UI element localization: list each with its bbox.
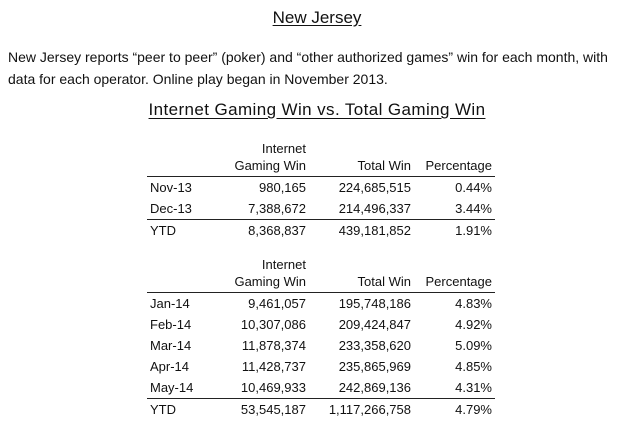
internet-win-cell: 53,545,187 <box>226 399 309 421</box>
total-win-cell: 439,181,852 <box>309 220 414 242</box>
total-win-cell: 224,685,515 <box>338 180 411 195</box>
table-row <box>147 356 495 377</box>
percentage-cell: 4.92% <box>455 317 492 332</box>
table-row <box>147 177 495 199</box>
percentage-cell: 5.09% <box>455 338 492 353</box>
table-row <box>147 314 495 335</box>
page-title: New Jersey <box>272 8 362 27</box>
header-internet-line1: Internet <box>261 141 306 156</box>
header-total-win: Total Win <box>309 140 414 177</box>
percentage-cell: 1.91% <box>414 220 495 242</box>
row-label: Nov-13 <box>150 180 192 195</box>
header-percentage: Percentage <box>414 256 495 293</box>
percentage-cell: 4.79% <box>414 399 495 421</box>
row-label: Mar-14 <box>150 338 192 353</box>
table-row <box>147 377 495 399</box>
section-title: Internet Gaming Win vs. Total Gaming Win <box>148 100 486 119</box>
total-win-cell: 209,424,847 <box>338 317 411 332</box>
row-label: YTD <box>147 220 226 242</box>
total-win-cell: 195,748,186 <box>338 296 411 311</box>
intro-paragraph: New Jersey reports “peer to peer” (poker) and “other authorized games” win for each month, with data for each operator. Online play began in November 2013. <box>8 49 608 87</box>
ytd-row <box>147 399 495 421</box>
percentage-cell: 4.83% <box>455 296 492 311</box>
table-row <box>147 335 495 356</box>
gaming-win-table-2014 <box>147 256 495 420</box>
table-row <box>147 198 495 220</box>
internet-win-cell: 9,461,057 <box>248 296 306 311</box>
gaming-win-table-2013 <box>147 140 495 241</box>
percentage-cell: 4.85% <box>455 359 492 374</box>
row-label: May-14 <box>150 380 194 395</box>
total-win-cell: 214,496,337 <box>338 201 411 216</box>
total-win-cell: 233,358,620 <box>338 338 411 353</box>
internet-win-cell: 11,878,374 <box>241 338 306 353</box>
table-header-row <box>147 140 495 177</box>
row-label: YTD <box>147 399 226 421</box>
percentage-cell: 4.31% <box>455 380 492 395</box>
row-label: Feb-14 <box>150 317 192 332</box>
header-blank <box>147 256 226 293</box>
total-win-cell: 242,869,136 <box>338 380 411 395</box>
percentage-cell: 0.44% <box>455 180 492 195</box>
header-internet-gaming-win <box>226 140 309 177</box>
ytd-row <box>147 220 495 242</box>
row-label: Apr-14 <box>150 359 190 374</box>
header-internet-gaming-win <box>226 256 309 293</box>
row-label: Dec-13 <box>150 201 192 216</box>
header-percentage: Percentage <box>414 140 495 177</box>
internet-win-cell: 7,388,672 <box>248 201 306 216</box>
internet-win-cell: 10,469,933 <box>240 380 306 395</box>
header-internet-line2: Gaming Win <box>234 158 306 173</box>
percentage-cell: 3.44% <box>455 201 492 216</box>
internet-win-cell: 980,165 <box>259 180 306 195</box>
total-win-cell: 235,865,969 <box>338 359 411 374</box>
header-internet-line1: Internet <box>261 257 306 272</box>
table-header-row <box>147 256 495 293</box>
internet-win-cell: 11,428,737 <box>241 359 306 374</box>
row-label: Jan-14 <box>150 296 190 311</box>
total-win-cell: 1,117,266,758 <box>309 399 414 421</box>
header-blank <box>147 140 226 177</box>
header-internet-line2: Gaming Win <box>234 274 306 289</box>
internet-win-cell: 10,307,086 <box>240 317 306 332</box>
internet-win-cell: 8,368,837 <box>226 220 309 242</box>
header-total-win: Total Win <box>309 256 414 293</box>
table-row <box>147 293 495 315</box>
